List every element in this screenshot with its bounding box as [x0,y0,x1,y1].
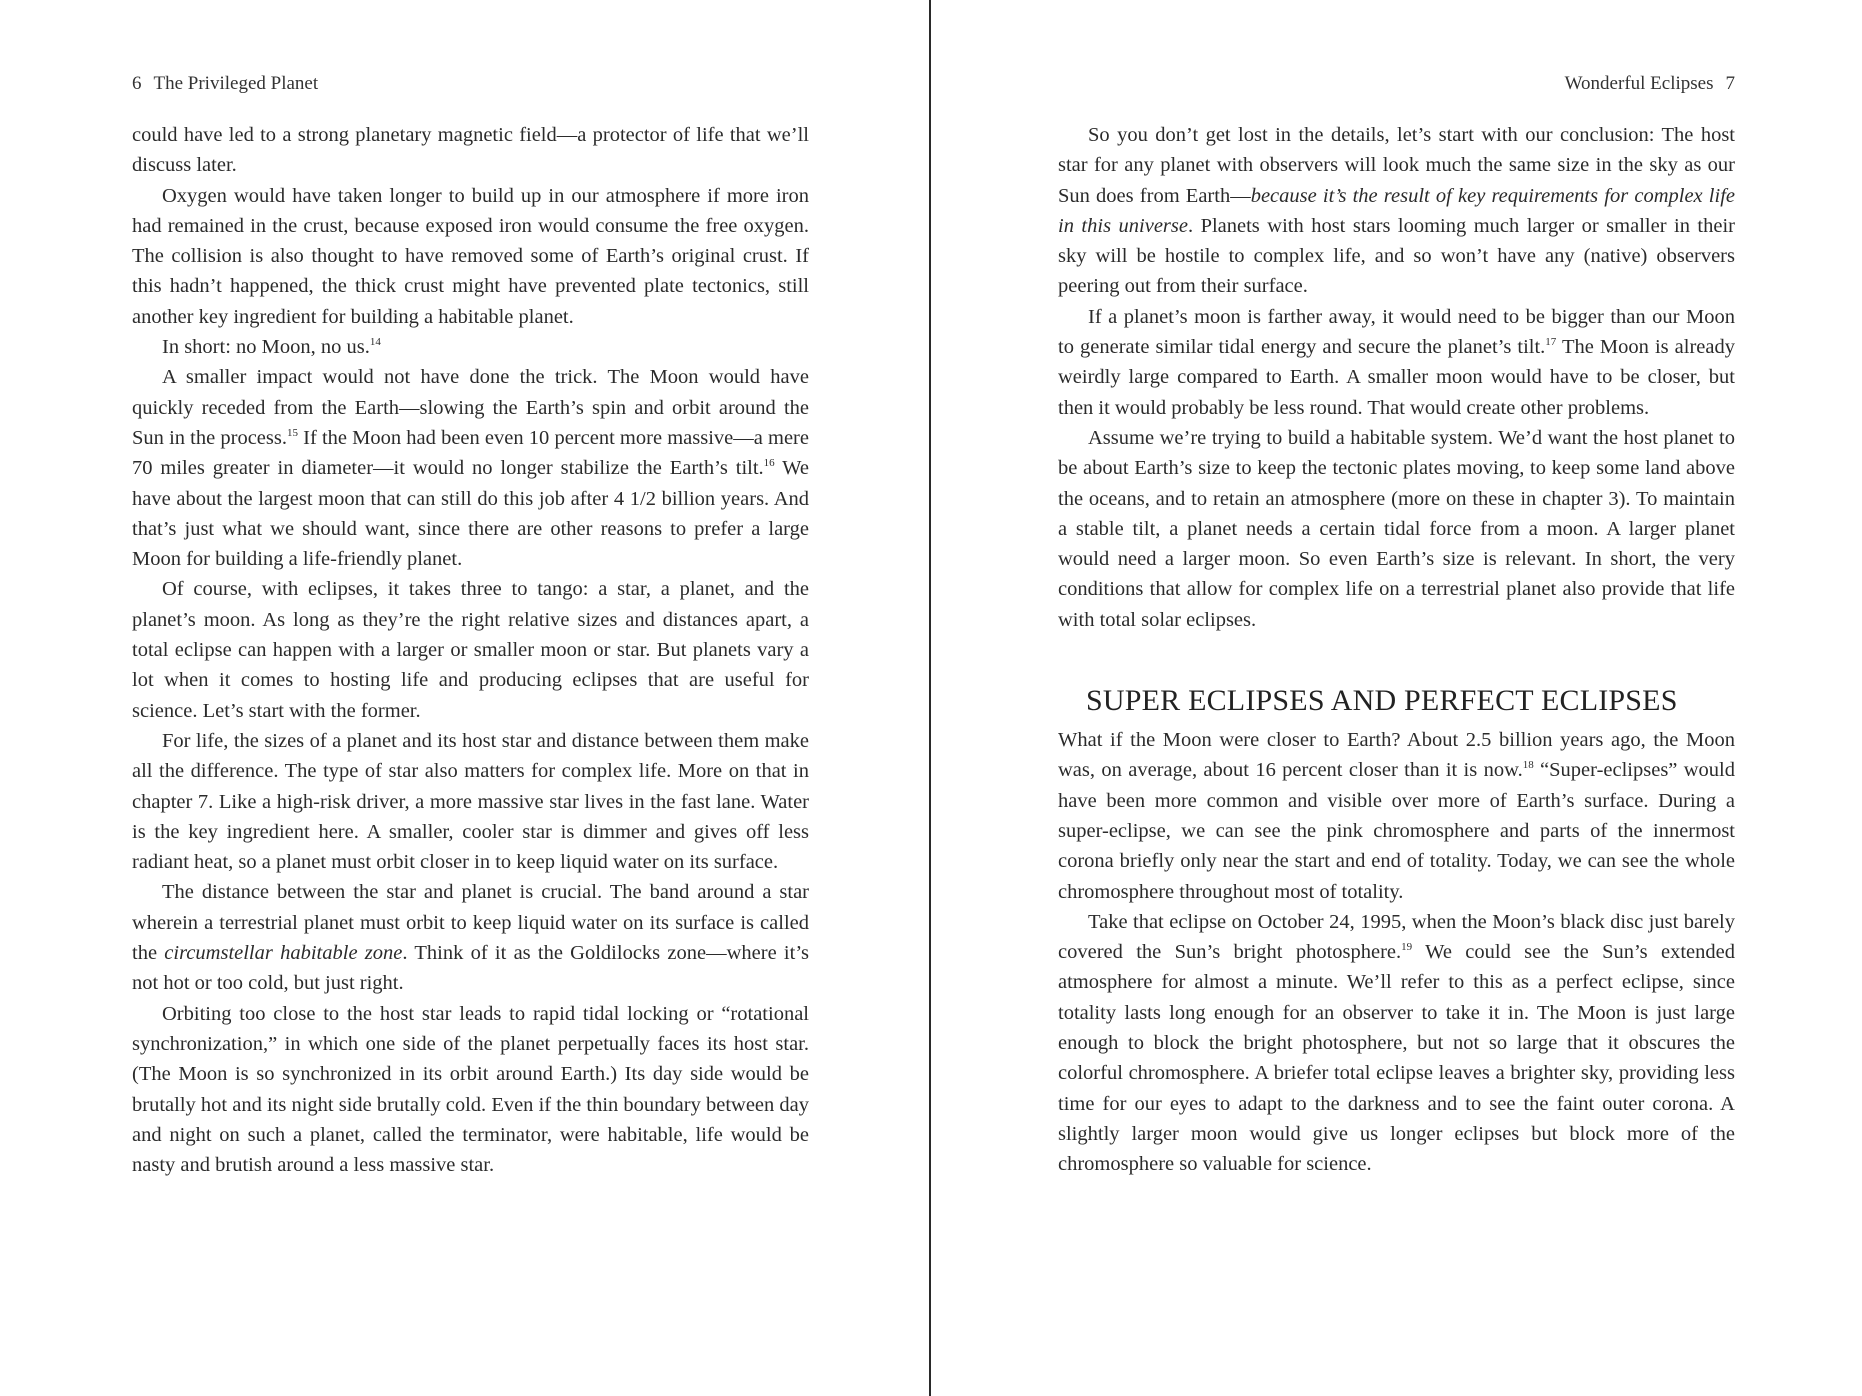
left-running-head [132,70,809,98]
gutter-divider [929,0,931,1396]
text-run: “Super-eclipses” would have been more common and visible over more of Earth’s surface. During a super-eclipse, we can see the pink chromosphere and parts of the innermost corona briefly only near the start and end of totality. Today, we can see the whole chromosphere throughout most of totality. [1058,759,1736,903]
right-page-number: 7 [1725,73,1735,94]
footnote-marker: 17 [1545,336,1557,349]
italic-text: circumstellar habitable zone [164,942,403,965]
text-run: could have led to a strong planetary magnetic field—a protector of life that we’ll discuss later. [132,124,809,177]
paragraph [1058,725,1735,907]
text-run: Orbiting too close to the host star leads to rapid tidal locking or “rotational synchronization,” in which one side of the planet perpetually faces its host star. (The Moon is so synchronized in its orbit around Earth.) Its day side would be brutally hot and its night side brutally cold. Even if the thin boundary between day and night on such a planet, called the terminator, were habitable, life would be nasty and brutish around a less massive star. [132,1002,809,1177]
text-run: Assume we’re trying to build a habitable system. We’d want the host planet to be about Earth’s size to keep the tectonic plates moving, to keep some land above the oceans, and to retain an atmosphere (more on these in chapter 3). To maintain a stable tilt, a planet needs a certain tidal force from a moon. A larger planet would need a larger moon. So even Earth’s size is relevant. In short, the very conditions that allow for complex life on a terrestrial planet also provide that life with total solar eclipses. [1058,426,1735,631]
paragraph [132,181,809,332]
footnote-marker: 14 [369,336,381,349]
paragraph [1058,302,1735,423]
text-run: Take that eclipse on October 24, 1995, when the Moon’s black disc just barely covered the Sun’s bright photosphere. [1058,910,1735,964]
left-page-number: 6 [132,73,142,94]
footnote-marker: 15 [286,427,298,440]
footnote-marker: 19 [1401,941,1413,954]
paragraph [132,726,809,877]
right-page [1058,70,1735,1180]
text-run: The distance between the star and planet is crucial. The band around a star wherein a terrestrial planet must orbit to keep liquid water on its surface is called the [132,881,809,965]
text-run: If the Moon had been even 10 percent more massive—a mere 70 miles greater in diameter—it would no longer stabilize the Earth’s tilt. [132,426,809,480]
left-body-text [132,120,809,1180]
paragraph [132,332,809,362]
paragraph [132,574,809,725]
text-run: What if the Moon were closer to Earth? About 2.5 billion years ago, the Moon was, on average, about 16 percent closer than it is now. [1058,729,1735,782]
text-run: . Planets with host stars looming much larger or smaller in their sky will be hostile to complex life, and so won’t have any (native) observers peering out from their surface. [1058,214,1735,298]
right-paragraphs-before [1058,120,1735,635]
text-run: The Moon is already weirdly large compared to Earth. A smaller moon would have to be closer, but then it would probably be less round. That would create other problems. [1058,336,1735,419]
text-run: In short: no Moon, no us. [162,336,370,359]
right-body-text [1058,120,1735,1180]
paragraph [1058,120,1735,302]
paragraph [1058,907,1735,1180]
paragraph [1058,423,1735,635]
left-page [132,70,809,1180]
footnote-marker: 18 [1522,759,1534,772]
text-run: We could see the Sun’s extended atmosphere for almost a minute. We’ll refer to this as a perfect eclipse, since totality lasts long enough for an observer to take it in. The Moon is just large enough to block the bright photosphere, but not so large that it obscures the colorful chromosphere. A briefer total eclipse leaves a brighter sky, providing less time for our eyes to adapt to the darkness and to see the faint outer corona. A slightly larger moon would give us longer eclipses but block more of the chromosphere so valuable for science. [1058,941,1735,1176]
right-running-head [1058,70,1735,98]
right-paragraphs-after [1058,725,1735,1179]
paragraph [132,999,809,1181]
section-heading: SUPER ECLIPSES AND PERFECT ECLIPSES [1086,684,1678,718]
text-run: Oxygen would have taken longer to build up in our atmosphere if more iron had remained in the crust, because exposed iron would consume the free oxygen. The collision is also thought to have removed some of Earth’s original crust. If this hadn’t happened, the thick crust might have prevented plate tectonics, still another key ingredient for building a habitable planet. [132,184,809,328]
text-run: So you don’t get lost in the details, let’s start with our conclusion: The host star for any planet with observers will look much the same size in the sky as our Sun does from Earth— [1058,124,1735,207]
italic-text: because it’s the result of key requirements for complex life in this universe [1058,184,1735,237]
right-running-title: Wonderful Eclipses [1564,73,1714,94]
footnote-marker: 16 [763,457,775,470]
text-run: Of course, with eclipses, it takes three to tango: a star, a planet, and the planet’s moon. As long as they’re the right relative sizes and distances apart, a total eclipse can happen with a larger or smaller moon or star. But planets vary a lot when it comes to hosting life and producing eclipses that are useful for science. Let’s start with the former. [132,578,809,722]
text-run: For life, the sizes of a planet and its host star and distance between them make all the difference. The type of star also matters for complex life. More on that in chapter 7. Like a high-risk driver, a more massive star lives in the fast lane. Water is the key ingredient here. A smaller, cooler star is dimmer and gives off less radiant heat, so a planet must orbit closer in to keep liquid water on its surface. [132,729,809,874]
paragraph [132,120,809,181]
text-run: . Think of it as the Goldilocks zone—where it’s not hot or too cold, but just right. [132,942,809,995]
text-run: We have about the largest moon that can still do this job after 4 1/2 billion years. And that’s just what we should want, since there are other reasons to prefer a large Moon for building a life-friendly planet. [132,457,809,571]
left-running-title: The Privileged Planet [153,73,319,94]
paragraph [132,362,809,574]
paragraph [132,877,809,998]
text-run: If a planet’s moon is farther away, it would need to be bigger than our Moon to generate similar tidal energy and secure the planet’s tilt. [1058,305,1735,359]
text-run: A smaller impact would not have done the trick. The Moon would have quickly receded from the Earth—slowing the Earth’s spin and orbit around the Sun in the process. [132,366,809,449]
